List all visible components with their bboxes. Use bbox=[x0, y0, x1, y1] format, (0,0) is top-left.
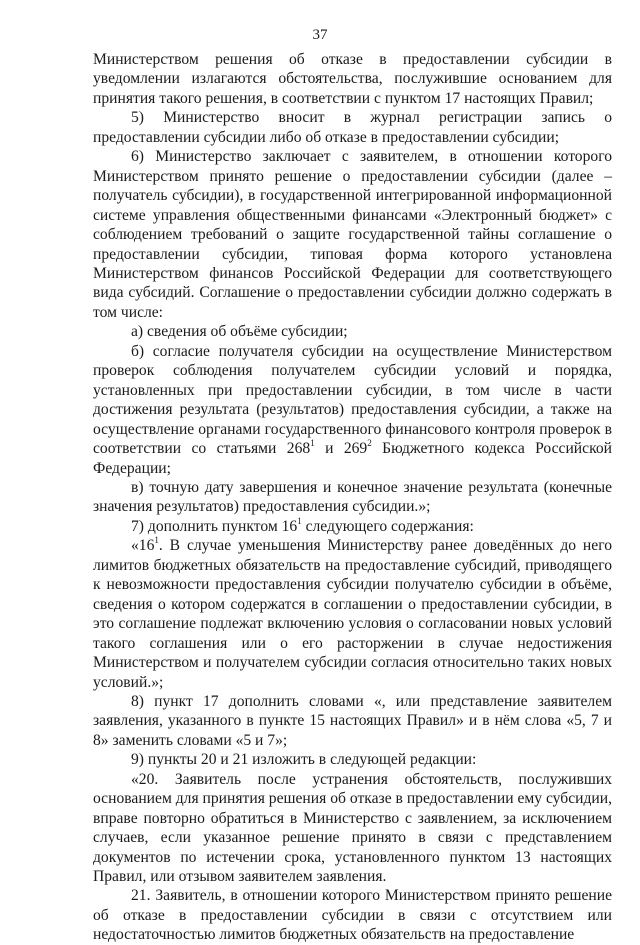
superscript: 2 bbox=[367, 437, 372, 448]
paragraph-p6 bbox=[93, 517, 612, 536]
paragraph-p1 bbox=[93, 108, 612, 147]
paragraph-p4 bbox=[93, 342, 612, 478]
text-run: 5) Министерство вносит в журнал регистрации запись о предоставлении субсидии либо об отказе в предоставлении субсидии; bbox=[93, 109, 612, 146]
text-run: . В случае уменьшения Министерству ранее доведённых до него лимитов бюджетных обязательств на предоставление субсидий, приводящего к невозможности предоставления субсидии получателю субсидии в объёме, сведения о котором содержатся в соглашении о предоставлении субсидии, в это соглашение подлежат включению условия о согласовании новых условий такого соглашения или о его расторжении в случае недостижения Министерством и получателем субсидии согласия относительно таких новых условий.»; bbox=[93, 537, 612, 691]
paragraph-p2 bbox=[93, 147, 612, 322]
page-number: 37 bbox=[312, 27, 328, 43]
text-run: в) точную дату завершения и конечное значение результата (конечные значения результатов) предоставления субсидии.»; bbox=[93, 478, 612, 516]
text-run: следующего содержания: bbox=[301, 517, 474, 535]
text-run: «16 bbox=[131, 537, 155, 555]
text-run: «20. Заявитель после устранения обстоятельств, послуживших основанием для принятия решения об отказе в предоставлении ему субсидии, вправе повторно обратиться в Министерство с заявлением, за исключением случаев, если указанное решение принято в связи с представлением документов по истечении срока, установленного пунктом 13 настоящих Правил, или отзывом заявителем заявления. bbox=[93, 770, 612, 886]
superscript: 1 bbox=[310, 437, 315, 448]
text-run: 7) дополнить пунктом 16 bbox=[131, 517, 298, 535]
paragraph-p8 bbox=[93, 692, 612, 750]
paragraph-p7 bbox=[93, 536, 612, 692]
text-run: Министерством решения об отказе в предоставлении субсидии в уведомлении излагаются обстоятельства, послужившие основанием для принятия такого решения, в соответствии с пунктом 17 настоящих Правил; bbox=[93, 51, 612, 107]
paragraph-p3 bbox=[93, 322, 612, 341]
text-run: б) согласие получателя субсидии на осуществление Министерством проверок соблюдения получателем субсидии условий и порядка, установленных при предоставлении субсидии, в том числе в части достижения результата (результатов) предоставления субсидии, а также на осуществление органами государственного финансового контроля проверок в соответствии со статьями 268 bbox=[93, 342, 612, 458]
paragraph-p10 bbox=[93, 770, 612, 887]
text-run: 21. Заявитель, в отношении которого Министерством принято решение об отказе в предоставлении субсидии в связи с отсутствием или недостаточностью лимитов бюджетных обязательств на предоставление bbox=[93, 887, 612, 944]
paragraph-p11 bbox=[93, 886, 612, 944]
text-run: а) сведения об объёме субсидии; bbox=[131, 323, 348, 341]
text-run: 8) пункт 17 дополнить словами «, или представление заявителем заявления, указанного в пункте 15 настоящих Правил» и в нём слова «5, 7 и 8» заменить словами «5 и 7»; bbox=[93, 692, 612, 749]
text-run: Бюджетного кодекса Российской Федерации; bbox=[93, 440, 612, 477]
paragraph-p5 bbox=[93, 478, 612, 517]
text-run: и 269 bbox=[314, 440, 368, 458]
text-run: 9) пункты 20 и 21 изложить в следующей редакции: bbox=[131, 751, 477, 769]
superscript: 1 bbox=[154, 535, 159, 546]
paragraph-p0 bbox=[93, 50, 612, 108]
document-body bbox=[93, 50, 612, 945]
superscript: 1 bbox=[297, 515, 302, 526]
text-run: 6) Министерство заключает с заявителем, в отношении которого Министерством принято решение о предоставлении субсидии (далее – получатель субсидии), в государственной интегрированной информационной системе управления общественными финансами «Электронный бюджет» с соблюдением требований о защите государственной тайны соглашение о предоставлении субсидии, типовая форма которого установлена Министерством финансов Российской Федерации для соответствующего вида субсидий. Соглашение о предоставлении субсидии должно содержать в том числе: bbox=[93, 148, 612, 321]
paragraph-p9 bbox=[93, 750, 612, 769]
